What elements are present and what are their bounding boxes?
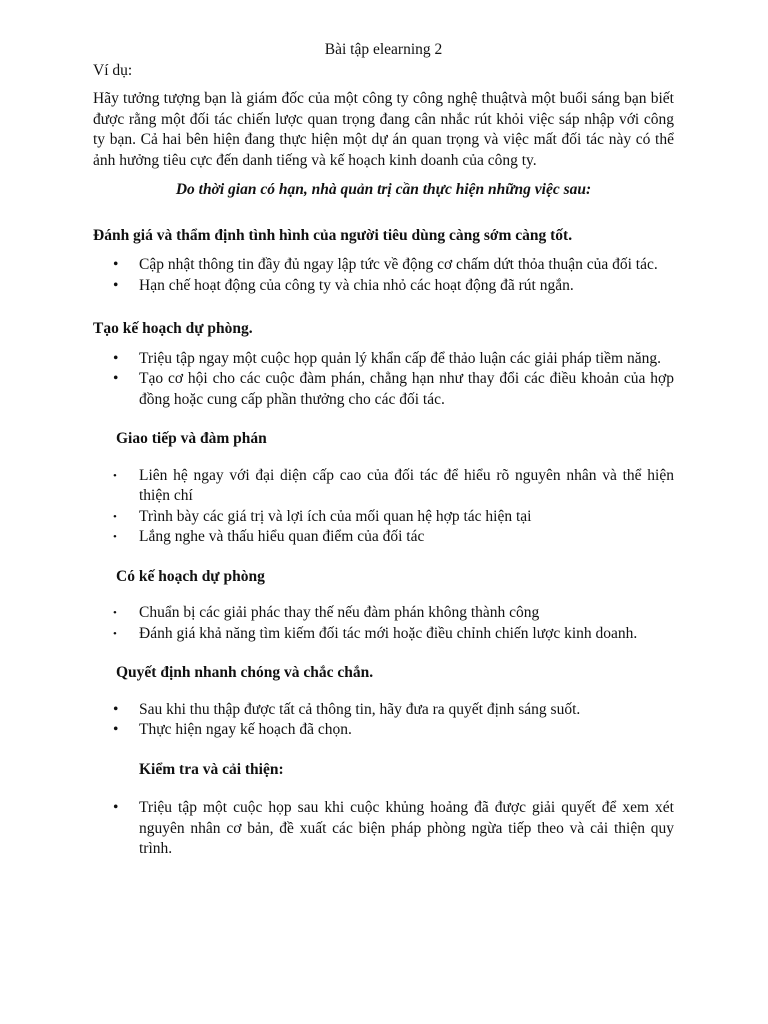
list-item: • Liên hệ ngay với đại diện cấp cao của đối tác để hiểu rõ nguyên nhân và thể hiện thiện chí: [113, 466, 674, 504]
section-heading: Kiểm tra và cải thiện:: [139, 760, 284, 778]
bullet-list: [93, 255, 674, 296]
bullet-icon: •: [113, 721, 119, 738]
bullet-icon: •: [113, 510, 117, 523]
section-heading: Quyết định nhanh chóng và chắc chắn.: [116, 664, 374, 681]
list-item: • Cập nhật thông tin đầy đủ ngay lập tức về động cơ chấm dứt thỏa thuận của đối tác.: [93, 255, 674, 276]
section-heading: Có kế hoạch dự phòng: [116, 567, 265, 585]
bullet-icon: •: [113, 276, 119, 294]
bullet-icon: •: [113, 700, 119, 718]
intro-paragraph: Hãy tưởng tượng bạn là giám đốc của một công ty công nghệ thuậtvà một buổi sáng bạn biết được rằng một đối tác chiến lược quan trọng đang cân nhắc rút khỏi việc sáp nhập với công ty bạn. Cả hai bên hiện đang thực hiện một dự án quan trọng và việc mất đối tác này có thể ảnh hưởng tiêu cực đến danh tiếng và kế hoạch kinh doanh của công ty.: [93, 90, 674, 169]
bullet-list: [93, 700, 674, 741]
section-heading: Tạo kế hoạch dự phòng.: [93, 320, 253, 337]
list-item: • Thực hiện ngay kế hoạch đã chọn.: [93, 720, 674, 741]
section-heading: Giao tiếp và đàm phán: [116, 430, 267, 447]
list-item: • Triệu tập ngay một cuộc họp quản lý khẩn cấp để thảo luận các giải pháp tiềm năng.: [93, 349, 674, 370]
list-item: • Chuẩn bị các giải phác thay thế nếu đàm phán không thành công: [93, 603, 674, 624]
bullet-list: [93, 603, 674, 644]
bullet-icon: •: [113, 370, 119, 387]
bullet-icon: •: [113, 469, 117, 482]
section-heading: Đánh giá và thẩm định tình hình của người tiêu dùng càng sớm càng tốt.: [93, 226, 573, 244]
bullet-icon: •: [113, 256, 119, 273]
example-label: Ví dụ:: [93, 61, 133, 79]
list-item: • Sau khi thu thập được tất cả thông tin, hãy đưa ra quyết định sáng suốt.: [93, 700, 674, 721]
list-item: • Tạo cơ hội cho các cuộc đàm phán, chẳng hạn như thay đổi các điều khoản của hợp đồng hoặc cung cấp phần thưởng cho các đối tác.: [113, 370, 674, 408]
bullet-icon: •: [113, 799, 119, 816]
list-item: • Trình bày các giá trị và lợi ích của mối quan hệ hợp tác hiện tại: [93, 507, 674, 528]
bullet-list: [93, 349, 674, 411]
list-item: • Lắng nghe và thấu hiểu quan điểm của đối tác: [93, 527, 674, 548]
document-page: [93, 40, 674, 860]
bullet-list: [93, 798, 674, 860]
bullet-icon: •: [113, 349, 119, 367]
bullet-list: [93, 466, 674, 548]
list-item: • Hạn chế hoạt động của công ty và chia nhỏ các hoạt động đã rút ngắn.: [93, 276, 674, 297]
bullet-icon: •: [113, 607, 117, 619]
bullet-icon: •: [113, 627, 117, 640]
list-item: • Triệu tập một cuộc họp sau khi cuộc khủng hoảng đã được giải quyết để xem xét nguyên nhân cơ bản, đề xuất các biện pháp phòng ngừa tiếp theo và cải thiện quy trình.: [113, 799, 674, 857]
document-title: Bài tập elearning 2: [324, 41, 443, 58]
bullet-icon: •: [113, 531, 117, 543]
lead-sentence: Do thời gian có hạn, nhà quản trị cần thực hiện những việc sau:: [175, 181, 592, 198]
list-item: • Đánh giá khả năng tìm kiếm đối tác mới hoặc điều chỉnh chiến lược kinh doanh.: [93, 624, 674, 645]
